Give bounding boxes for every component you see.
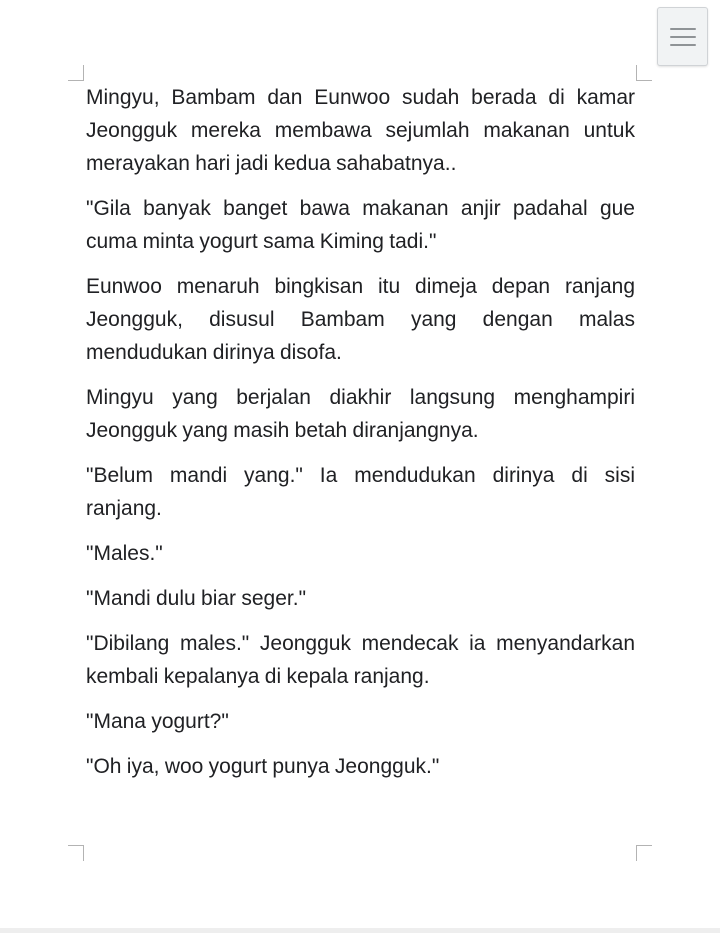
- hamburger-menu-button[interactable]: [657, 7, 708, 66]
- paragraph: "Males.": [86, 542, 163, 565]
- menu-icon-bar: [670, 44, 696, 46]
- bottom-edge: [0, 928, 720, 933]
- page-corner-mark-bottom-left: [68, 845, 84, 861]
- paragraph: "Gila banyak banget bawa makanan anjir padahal gue cuma minta yogurt sama Kiming tadi.": [86, 197, 635, 253]
- page-corner-mark-top-left: [68, 65, 84, 81]
- page-corner-mark-top-right: [636, 65, 652, 81]
- paragraph: "Mandi dulu biar seger.": [86, 587, 307, 610]
- document-body: [86, 81, 635, 795]
- page-corner-mark-bottom-right: [636, 845, 652, 861]
- paragraph: Eunwoo menaruh bingkisan itu dimeja depan ranjang Jeongguk, disusul Bambam yang dengan malas mendudukan dirinya disofa.: [86, 275, 635, 364]
- paragraph: "Oh iya, woo yogurt punya Jeongguk.": [86, 755, 440, 778]
- menu-icon-bar: [670, 28, 696, 30]
- paragraph: "Mana yogurt?": [86, 710, 229, 733]
- paragraph: "Belum mandi yang." Ia mendudukan dirinya di sisi ranjang.: [86, 464, 635, 520]
- menu-icon-bar: [670, 36, 696, 38]
- paragraph: Mingyu, Bambam dan Eunwoo sudah berada di kamar Jeongguk mereka membawa sejumlah makanan untuk merayakan hari jadi kedua sahabatnya..: [86, 86, 635, 175]
- paragraph: Mingyu yang berjalan diakhir langsung menghampiri Jeongguk yang masih betah diranjangnya.: [86, 386, 635, 442]
- paragraph: "Dibilang males." Jeongguk mendecak ia menyandarkan kembali kepalanya di kepala ranjang.: [86, 632, 635, 688]
